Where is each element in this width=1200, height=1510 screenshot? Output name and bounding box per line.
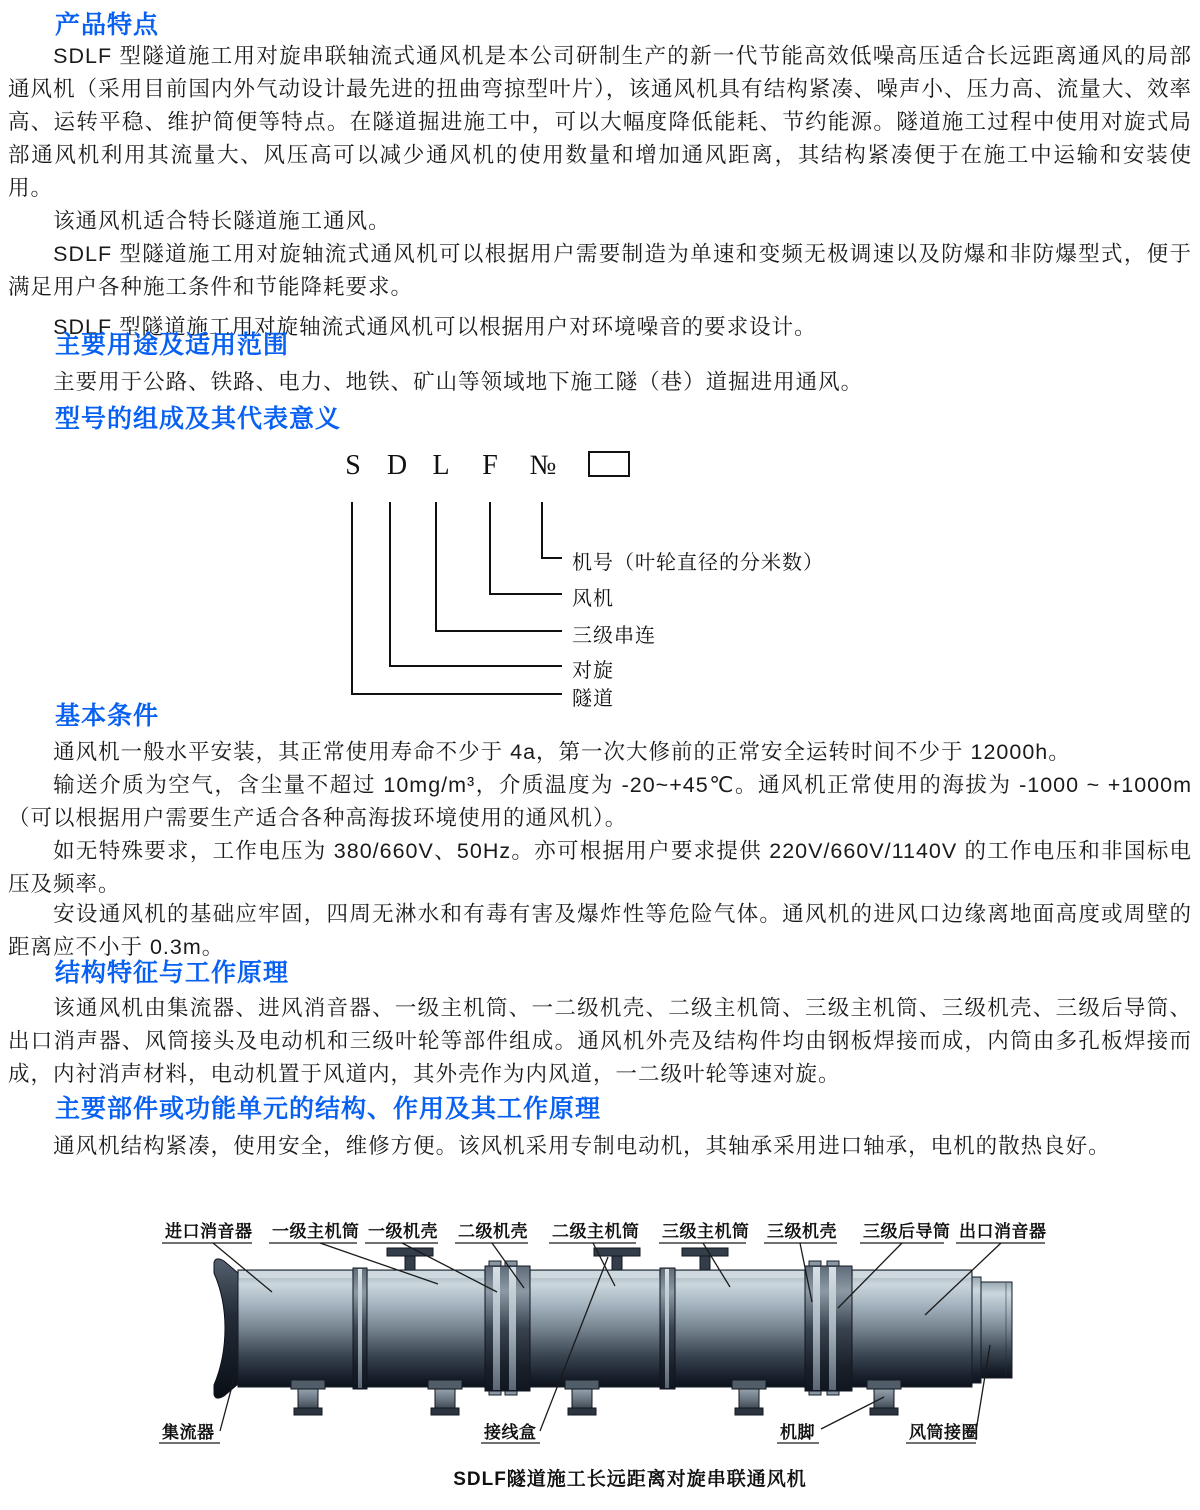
paragraph-structure-1: 该通风机由集流器、进风消音器、一级主机筒、一二级机壳、二级主机筒、三级主机筒、三级机壳、三级后导筒、出口消声器、风筒接头及电动机和三级叶轮等部件组成。通风机外壳及结构件均由钢板焊接而成，内筒由多孔板焊接而成，内衬消声材料，电动机置于风道内，其外壳作为内风道，一二级叶轮等速对旋。 bbox=[8, 996, 1192, 1086]
duct-collar bbox=[972, 1277, 1012, 1383]
paragraph-basic-2: 输送介质为空气，含尘量不超过 10mg/m³，介质温度为 -20~+45℃。通风机正常使用的海拔为 -1000 ~ +1000m（可以根据用户需要生产适合各种高海拔环境使用的通风机）。 bbox=[8, 773, 1192, 830]
label-stage3-main-barrel: 三级主机筒 bbox=[662, 1222, 750, 1241]
label-machine-foot: 机脚 bbox=[780, 1423, 815, 1442]
label-inlet-silencer: 进口消音器 bbox=[165, 1222, 253, 1241]
junction-boxes bbox=[387, 1248, 728, 1272]
label-stage1-casing: 一级机壳 bbox=[368, 1222, 438, 1241]
model-letter-d: D bbox=[386, 450, 408, 481]
label-stage1-main-barrel: 一级主机筒 bbox=[272, 1222, 360, 1241]
model-meaning-fan: 风机 bbox=[572, 588, 614, 610]
heading-basic-conditions: 基本条件 bbox=[55, 702, 160, 730]
tree-line-size bbox=[542, 502, 562, 558]
tree-line-counter-rotating bbox=[390, 502, 562, 666]
tree-line-fan bbox=[490, 502, 562, 594]
label-stage3-rear-guide: 三级后导筒 bbox=[863, 1222, 951, 1241]
fan-diagram-caption: SDLF隧道施工长远距离对旋串联通风机 bbox=[453, 1469, 807, 1490]
label-stage3-casing: 三级机壳 bbox=[767, 1222, 837, 1241]
model-letter-no: № bbox=[529, 450, 557, 481]
model-meaning-three-stage: 三级串连 bbox=[572, 625, 656, 647]
fan-barrel-sections bbox=[238, 1270, 972, 1387]
label-stage2-casing: 二级机壳 bbox=[458, 1222, 528, 1241]
model-letter-s: S bbox=[345, 450, 361, 481]
model-meaning-tunnel: 隧道 bbox=[572, 688, 614, 710]
paragraph-basic-3: 如无特殊要求，工作电压为 380/660V、50Hz。亦可根据用户要求提供 220V/660V/1140V 的工作电压和非国标电压及频率。 bbox=[8, 839, 1192, 896]
heading-model-designation: 型号的组成及其代表意义 bbox=[55, 405, 342, 433]
model-letter-f: F bbox=[482, 450, 498, 481]
model-meaning-counter-rotating: 对旋 bbox=[572, 660, 614, 682]
paragraph-usage-1: 主要用于公路、铁路、电力、地铁、矿山等领域地下施工隧（巷）道掘进用通风。 bbox=[53, 370, 864, 394]
label-stage2-main-barrel: 二级主机筒 bbox=[552, 1222, 640, 1241]
label-duct-collar: 风筒接圈 bbox=[909, 1423, 979, 1442]
tree-line-three-stage bbox=[436, 502, 562, 631]
paragraph-features-4: SDLF 型隧道施工用对旋轴流式通风机可以根据用户对环境噪音的要求设计。 bbox=[53, 315, 817, 339]
paragraph-basic-1: 通风机一般水平安装，其正常使用寿命不少于 4a，第一次大修前的正常安全运转时间不少于 12000h。 bbox=[53, 740, 1071, 764]
paragraph-basic-4: 安设通风机的基础应牢固，四周无淋水和有毒有害及爆炸性等危险气体。通风机的进风口边缘离地面高度或周壁的距离应不小于 0.3m。 bbox=[8, 902, 1192, 959]
label-inlet-collector: 集流器 bbox=[162, 1423, 215, 1442]
barrel-top-plates bbox=[239, 1271, 971, 1278]
paragraph-features-2: 该通风机适合特长隧道施工通风。 bbox=[53, 209, 391, 233]
paragraph-features-3: SDLF 型隧道施工用对旋轴流式通风机可以根据用户需要制造为单速和变频无极调速以及防爆和非防爆型式，便于满足用户各种施工条件和节能降耗要求。 bbox=[8, 242, 1192, 299]
label-junction-box: 接线盒 bbox=[484, 1423, 537, 1442]
paragraph-parts-1: 通风机结构紧凑，使用安全，维修方便。该风机采用专制电动机，其轴承采用进口轴承，电机的散热良好。 bbox=[53, 1134, 1111, 1158]
heading-main-components: 主要部件或功能单元的结构、作用及其工作原理 bbox=[55, 1095, 602, 1123]
heading-main-usage: 主要用途及适用范围 bbox=[55, 331, 290, 359]
model-meaning-size: 机号（叶轮直径的分米数） bbox=[572, 552, 824, 574]
heading-structure-principle: 结构特征与工作原理 bbox=[55, 959, 290, 987]
paragraph-features-1: SDLF 型隧道施工用对旋串联轴流式通风机是本公司研制生产的新一代节能高效低噪高压适合长远距离通风的局部通风机（采用目前国内外气动设计最先进的扭曲弯掠型叶片），该通风机具有结构紧凑、噪声小、压力高、流量大、效率高、运转平稳、维护简便等特点。在隧道掘进施工中，可以大幅度降低能耗、节约能源。隧道施工过程中使用对旋式局部通风机利用其流量大、风压高可以减少通风机的使用数量和增加通风距离，其结构紧凑便于在施工中运输和安装使用。 bbox=[8, 44, 1192, 200]
label-outlet-silencer: 出口消音器 bbox=[959, 1222, 1047, 1241]
model-letter-l: L bbox=[432, 450, 450, 481]
heading-product-features: 产品特点 bbox=[55, 11, 160, 39]
model-tree-lines bbox=[0, 440, 900, 720]
fan-assembly-diagram bbox=[140, 1195, 1060, 1495]
